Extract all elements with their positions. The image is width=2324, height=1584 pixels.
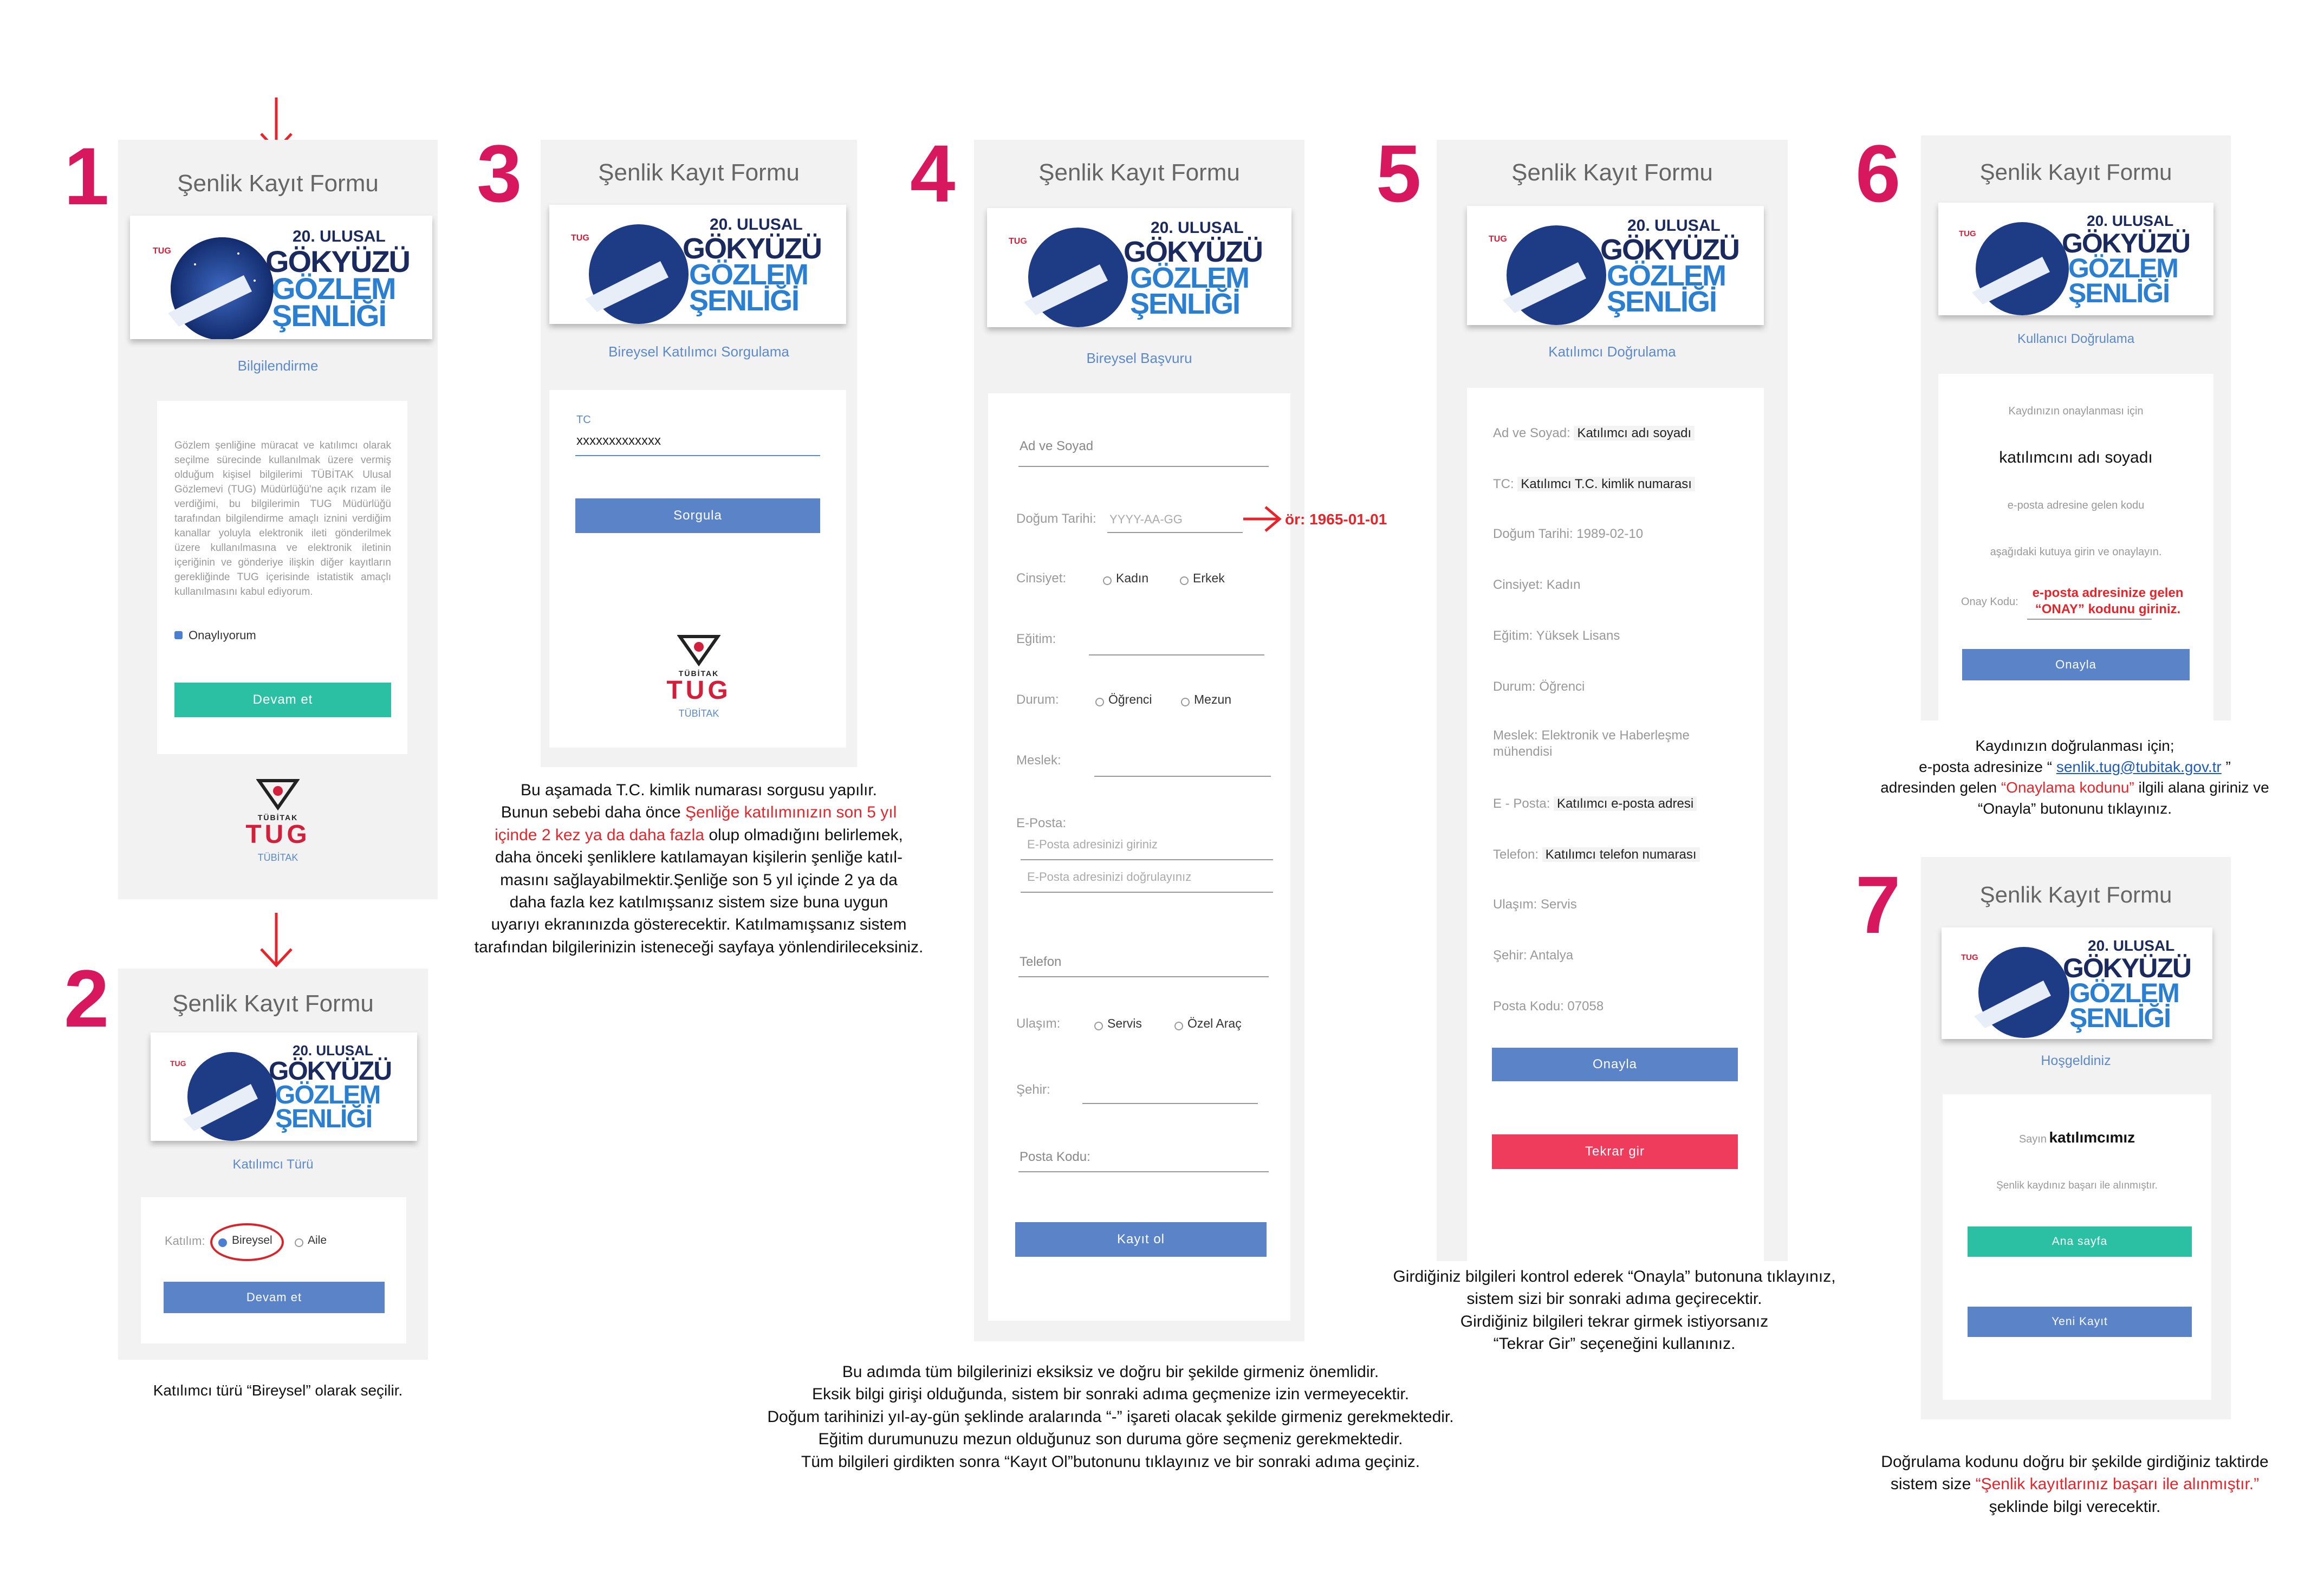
- tc-input-underline: [575, 455, 820, 456]
- radio-bireysel-label: Bireysel: [232, 1234, 272, 1247]
- summary-dob: Doğum Tarihi: 1989-02-10: [1493, 527, 1644, 541]
- email-confirm-input[interactable]: E-Posta adresinizi doğrulayınız: [1027, 870, 1192, 884]
- banner-line4: ŞENLİĞİ: [689, 284, 799, 317]
- panel-step-4: [974, 140, 1304, 1341]
- city-input[interactable]: [1082, 1103, 1258, 1104]
- banner-line2: GÖKYÜZÜ: [683, 232, 821, 265]
- step-number-3: 3: [477, 128, 522, 219]
- banner-line1: 20. ULUSAL: [1627, 217, 1721, 235]
- banner-line1: 20. ULUSAL: [293, 228, 386, 245]
- banner-line4: ŞENLİĞİ: [275, 1105, 372, 1133]
- verification-line2: e-posta adresine gelen kodu: [2007, 499, 2145, 511]
- tubitak-label: TÜBİTAK: [257, 852, 298, 863]
- participant-type-card: [141, 1197, 406, 1343]
- svg-text:TUG: TUG: [571, 233, 589, 243]
- radio-aile-label: Aile: [308, 1234, 327, 1247]
- radio-mezun-label: Mezun: [1194, 692, 1232, 706]
- radio-erkek[interactable]: [1180, 576, 1189, 585]
- page-subtitle: Bireysel Başvuru: [1086, 350, 1192, 366]
- caption-step-6: Kaydınızın doğrulanması için; e-posta adresinize “ senlik.tug@tubitak.gov.tr ” adresinden gelen “Onaylama kodunu” ilgili alana giriniz ve “Onayla” butonunu tıklayınız.: [1880, 737, 2269, 817]
- banner-line4: ŞENLİĞİ: [272, 298, 386, 333]
- tubitak-top-label: TÜBİTAK: [678, 669, 719, 678]
- caption-step-5: Girdiğiniz bilgileri kontrol ederek “Onayla” butonuna tıklayınız, sistem sizi bir sonraki adıma geçirecektir. Girdiğiniz bilgileri tekrar girmek istiyorsanız “Tekrar Gir” seçeneğini kullanınız.: [1393, 1268, 1836, 1353]
- tubitak-tug-logo: [645, 634, 753, 719]
- caption-step-4: Bu adımda tüm bilgilerinizi eksiksiz ve doğru bir şekilde girmeniz önemlidir. Eksik bilgi girişi olduğunda, sistem bir sonraki adıma geçmenize izin vermeyecektir. Doğum tarihinizi yıl-ay-gün şeklinde aralarında “-” işareti olacak şekilde girmeniz gerekmektedir. Eğitim durumunuzu mezun olduğunuz son duruma göre seçmeniz gerekmektedir. Tüm bilgileri girdikten sonra “Kayıt Ol”butonunu tıklayınız ve bir sonraki adıma geçiniz.: [767, 1363, 1454, 1471]
- phone-field[interactable]: Telefon: [1020, 955, 1062, 969]
- summary-status: Durum: Öğrenci: [1493, 679, 1585, 694]
- svg-text:TUG: TUG: [153, 246, 171, 256]
- summary-transport: Ulaşım: Servis: [1493, 897, 1577, 912]
- job-label: Meslek:: [1016, 753, 1061, 768]
- svg-text:TUG: TUG: [170, 1059, 186, 1068]
- banner-line3: GÖZLEM: [275, 1081, 380, 1109]
- summary-tc: TC: Katılımcı T.C. kimlik numarası: [1493, 477, 1695, 492]
- code-input[interactable]: e-posta adresinize gelen “ONAY” kodunu giriniz.: [2032, 586, 2184, 616]
- svg-text:TUG: TUG: [1961, 953, 1978, 962]
- email-confirm-underline: [1021, 892, 1273, 893]
- name-field[interactable]: Ad ve Soyad: [1020, 439, 1094, 453]
- support-email-link[interactable]: senlik.tug@tubitak.gov.tr: [2056, 758, 2222, 775]
- svg-text:TUG: TUG: [1959, 229, 1976, 238]
- radio-bireysel[interactable]: [218, 1238, 227, 1247]
- step-number-1: 1: [64, 131, 109, 222]
- tc-label: TC: [576, 414, 591, 426]
- tubitak-label: TÜBİTAK: [678, 708, 719, 719]
- code-underline: [2027, 619, 2152, 620]
- radio-servis[interactable]: [1094, 1022, 1103, 1030]
- radio-ozel-arac-label: Özel Araç: [1187, 1016, 1242, 1030]
- email-label: E-Posta:: [1016, 816, 1067, 830]
- dob-example: ör: 1965-01-01: [1285, 511, 1387, 528]
- banner-line4: ŞENLİĞİ: [2069, 1003, 2171, 1033]
- banner-line1: 20. ULUSAL: [1151, 219, 1244, 237]
- banner-line3: GÖZLEM: [2068, 253, 2178, 283]
- panel-step-2: [118, 969, 428, 1360]
- banner-line3: GÖZLEM: [1130, 262, 1249, 294]
- success-message: Şenlik kaydınız başarı ile alınmıştır.: [1996, 1180, 2158, 1191]
- consent-checkbox[interactable]: [174, 631, 183, 639]
- verification-line3: aşağıdaki kutuya girin ve onaylayın.: [1990, 546, 2162, 558]
- banner-line1: 20. ULUSAL: [293, 1042, 373, 1059]
- form-title: Şenlik Kayıt Formu: [1511, 159, 1713, 186]
- step-number-5: 5: [1376, 128, 1421, 219]
- summary-name: Ad ve Soyad: Katılımcı adı soyadı: [1493, 426, 1695, 441]
- summary-email: E - Posta: Katılımcı e-posta adresi: [1493, 796, 1697, 812]
- tc-input[interactable]: xxxxxxxxxxxxx: [576, 433, 661, 448]
- step-number-2: 2: [64, 953, 109, 1044]
- festival-banner: [1467, 206, 1764, 325]
- tubitak-logo-icon: [677, 634, 720, 666]
- form-title: Şenlik Kayıt Formu: [1979, 159, 2172, 185]
- page-subtitle: Bireysel Katılımcı Sorgulama: [608, 343, 789, 360]
- caption-step-3: Bu aşamada T.C. kimlik numarası sorgusu yapılır. Bunun sebebi daha önce Şenliğe katılımınızın son 5 yıl içinde 2 kez ya da daha fazla olup olmadığını belirlemek, daha önceki şenliklere katılamayan kişilerin şenliğe katıl- masını sağlayabilmektir.Şenliğe son 5 yıl içinde 2 ya da daha fazla kez katılmışsanız sistem size buna uygun uyarıyı ekranınızda gösterecektir. Katılmamışsanız sistem tarafından bilgilerinizin isteneceği sayfaya yönlendirileceksiniz.: [474, 781, 924, 956]
- banner-line4: ŞENLİĞİ: [1607, 285, 1717, 318]
- banner-line1: 20. ULUSAL: [2088, 937, 2175, 954]
- verification-card: [1467, 388, 1764, 1380]
- festival-banner: [1942, 927, 2212, 1039]
- radio-erkek-label: Erkek: [1193, 571, 1225, 585]
- radio-mezun[interactable]: [1181, 698, 1190, 706]
- radio-aile[interactable]: [295, 1238, 303, 1247]
- job-input[interactable]: [1094, 776, 1271, 777]
- page-subtitle: Katılımcı Doğrulama: [1548, 343, 1676, 360]
- svg-text:TUG: TUG: [1489, 235, 1507, 244]
- summary-job-line1: Meslek: Elektronik ve Haberleşme: [1493, 728, 1690, 743]
- participant-name: katılımcını adı soyadı: [1999, 449, 2153, 466]
- tubitak-top-label: TÜBİTAK: [257, 813, 298, 822]
- summary-education: Eğitim: Yüksek Lisans: [1493, 628, 1620, 643]
- banner-line2: GÖKYÜZÜ: [1600, 233, 1739, 266]
- right-arrow-icon: [1241, 503, 1284, 535]
- greeting: Sayın katılımcımız: [2018, 1129, 2135, 1146]
- form-title: Şenlik Kayıt Formu: [598, 159, 800, 186]
- dob-underline: [1107, 532, 1243, 533]
- form-title: Şenlik Kayıt Formu: [1038, 159, 1240, 186]
- status-label: Durum:: [1016, 692, 1059, 707]
- svg-text:TUG: TUG: [1009, 237, 1027, 246]
- panel-step-1: [118, 140, 438, 899]
- banner-line2: GÖKYÜZÜ: [265, 244, 410, 278]
- education-label: Eğitim:: [1016, 632, 1056, 646]
- panel-step-7: [1921, 857, 2231, 1419]
- page-subtitle: Hoşgeldiniz: [2041, 1053, 2111, 1068]
- banner-line2: GÖKYÜZÜ: [269, 1057, 391, 1086]
- phone-underline: [1018, 976, 1269, 977]
- form-title: Şenlik Kayıt Formu: [1979, 882, 2172, 907]
- summary-city: Şehir: Antalya: [1493, 948, 1574, 963]
- summary-gender: Cinsiyet: Kadın: [1493, 577, 1581, 592]
- code-label: Onay Kodu:: [1961, 596, 2018, 608]
- form-title: Şenlik Kayıt Formu: [177, 170, 379, 197]
- banner-line2: GÖKYÜZÜ: [2063, 953, 2191, 983]
- banner-line3: GÖZLEM: [272, 271, 395, 306]
- tubitak-tug-logo: [224, 778, 332, 864]
- panel-step-6: [1921, 135, 2231, 720]
- new-registration-button[interactable]: Yeni Kayıt: [1968, 1307, 2192, 1337]
- festival-banner: [549, 205, 846, 324]
- summary-phone: Telefon: Katılımcı telefon numarası: [1493, 847, 1700, 862]
- home-button[interactable]: Ana sayfa: [1968, 1226, 2192, 1257]
- page-subtitle: Bilgilendirme: [237, 358, 319, 374]
- panel-step-3: [541, 140, 857, 767]
- continue-button[interactable]: Devam et: [174, 683, 391, 717]
- banner-line3: GÖZLEM: [1607, 259, 1725, 292]
- register-button[interactable]: Kayıt ol: [1015, 1222, 1267, 1257]
- summary-job-line2: mühendisi: [1493, 744, 1553, 759]
- participation-label: Katılım:: [165, 1234, 205, 1248]
- city-label: Şehir:: [1016, 1082, 1050, 1097]
- radio-ogrenci-label: Öğrenci: [1108, 692, 1152, 706]
- tug-label: TUG: [245, 820, 310, 849]
- tubitak-logo-icon: [256, 778, 300, 810]
- page-subtitle: Kullanıcı Doğrulama: [2017, 332, 2135, 346]
- banner-line3: GÖZLEM: [689, 258, 808, 291]
- step-number-6: 6: [1855, 128, 1901, 219]
- query-button[interactable]: Sorgula: [575, 498, 820, 533]
- caption-step-2: Katılımcı türü “Bireysel” olarak seçilir.: [153, 1382, 403, 1399]
- dob-label: Doğum Tarihi:: [1016, 511, 1096, 526]
- banner-line1: 20. ULUSAL: [2087, 212, 2174, 229]
- radio-ogrenci[interactable]: [1095, 698, 1104, 706]
- email-underline: [1021, 859, 1273, 860]
- confirm-code-button[interactable]: Onayla: [1962, 649, 2190, 680]
- postal-field[interactable]: Posta Kodu:: [1020, 1150, 1090, 1164]
- down-arrow-icon: [255, 910, 298, 975]
- caption-step-7: Doğrulama kodunu doğru bir şekilde girdiğiniz taktirde sistem size “Şenlik kayıtlarınız başarı ile alınmıştır.” şeklinde bilgi verecektir.: [1881, 1453, 2269, 1516]
- summary-postal: Posta Kodu: 07058: [1493, 999, 1604, 1014]
- radio-servis-label: Servis: [1107, 1016, 1142, 1030]
- festival-banner: [151, 1033, 417, 1141]
- festival-banner: [1938, 203, 2213, 315]
- continue-button[interactable]: Devam et: [164, 1282, 385, 1313]
- radio-kadin[interactable]: [1103, 576, 1112, 585]
- panel-step-5: [1437, 140, 1788, 1261]
- radio-ozel-arac[interactable]: [1174, 1022, 1183, 1030]
- step-number-7: 7: [1855, 859, 1901, 950]
- consent-card: [157, 401, 407, 754]
- banner-line3: GÖZLEM: [2069, 978, 2179, 1008]
- consent-checkbox-label: Onaylıyorum: [189, 628, 256, 642]
- banner-line2: GÖKYÜZÜ: [1124, 236, 1262, 268]
- gender-label: Cinsiyet:: [1016, 571, 1067, 586]
- dob-input[interactable]: YYYY-AA-GG: [1109, 512, 1183, 526]
- consent-text: Gözlem şenliğine müracat ve katılımcı olarak seçilme sürecinde kullanılmak üzere vermiş olduğum kişisel bilgilerimi TÜBİTAK Ulusal Gözlemevi (TUG) Müdürlüğü'ne açık rızam ile verdiğimi, bu bilgilerimin TUG Müdürlüğü tarafından bilgilendirme amaçlı iznini verdiğim kanallar yoluyla elektronik ileti gönderilmek üzere kullanılmasına ve elektronik iletinin içeriğinin ve gönderiye ilişkin diğer kayıtların gerekliğinde TUG içerisinde istatistik amaçlı kullanılmasını kabul ediyorum.: [174, 440, 391, 598]
- page-subtitle: Katılımcı Türü: [232, 1157, 314, 1172]
- email-input[interactable]: E-Posta adresinizi giriniz: [1027, 838, 1158, 851]
- festival-banner: [130, 216, 432, 339]
- welcome-card: [1943, 1094, 2211, 1400]
- education-select[interactable]: [1089, 654, 1264, 655]
- reenter-button[interactable]: Tekrar gir: [1492, 1134, 1738, 1169]
- banner-line1: 20. ULUSAL: [710, 216, 803, 233]
- transport-label: Ulaşım:: [1016, 1016, 1061, 1031]
- banner-line4: ŞENLİĞİ: [1130, 288, 1240, 320]
- form-title: Şenlik Kayıt Formu: [172, 990, 374, 1017]
- banner-line2: GÖKYÜZÜ: [2062, 228, 2190, 258]
- banner-line4: ŞENLİĞİ: [2068, 278, 2170, 308]
- confirm-button[interactable]: Onayla: [1492, 1048, 1738, 1081]
- name-underline: [1018, 466, 1269, 467]
- postal-underline: [1018, 1171, 1269, 1172]
- step-number-4: 4: [910, 128, 956, 219]
- festival-banner: [987, 208, 1291, 327]
- verification-line1: Kaydınızın onaylanması için: [2008, 405, 2144, 417]
- tug-label: TUG: [666, 676, 731, 705]
- radio-kadin-label: Kadın: [1116, 571, 1149, 585]
